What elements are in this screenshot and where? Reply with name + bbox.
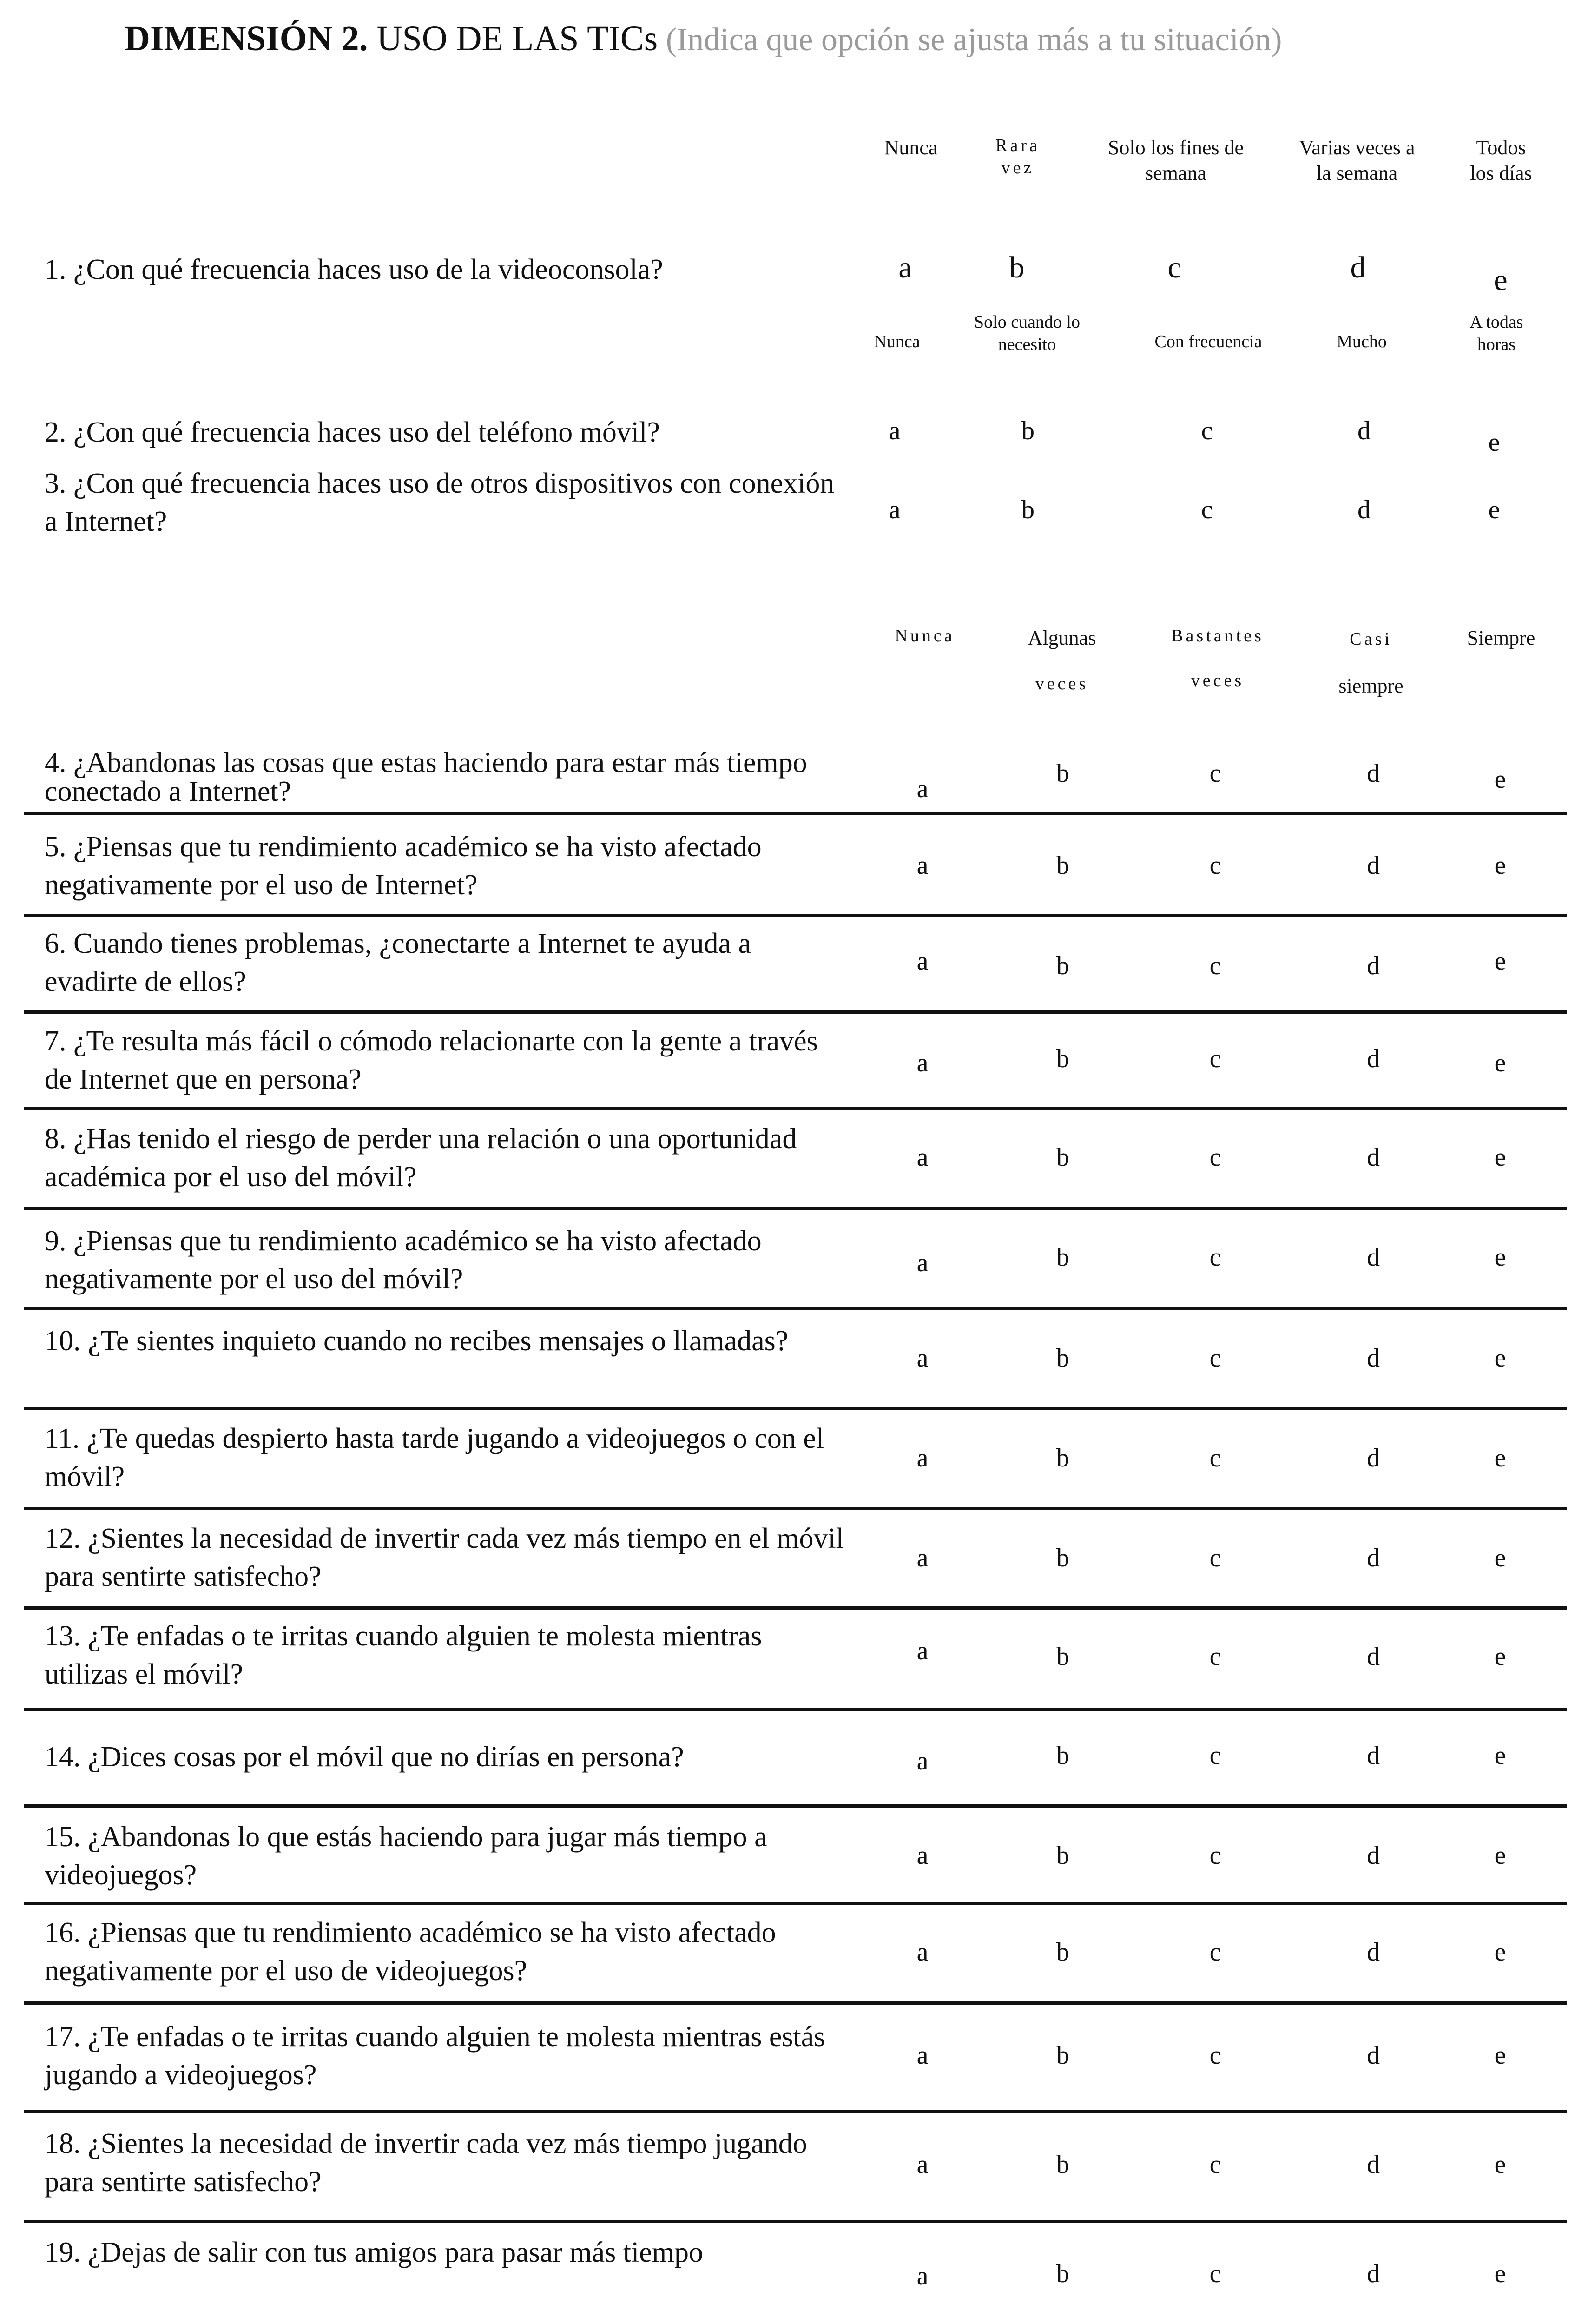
option-d[interactable]: d: [1367, 1044, 1380, 1073]
option-a[interactable]: a: [916, 1938, 929, 1967]
option-e[interactable]: e: [1494, 1243, 1506, 1272]
option-e[interactable]: e: [1494, 263, 1508, 297]
title-dimension: DIMENSIÓN 2.: [125, 19, 368, 58]
option-a[interactable]: a: [916, 947, 929, 976]
option-d[interactable]: d: [1367, 951, 1380, 980]
option-e[interactable]: e: [1494, 2041, 1506, 2070]
option-c[interactable]: c: [1209, 1044, 1221, 1073]
question-3: 3. ¿Con qué frecuencia haces uso de otros dispositivos con conexión a Internet?: [45, 468, 835, 537]
row-divider: [24, 812, 1567, 815]
question-11: 11. ¿Te quedas despierto hasta tarde jugando a videojuegos o con el móvil?: [45, 1423, 824, 1492]
option-a[interactable]: a: [916, 1637, 929, 1665]
question-5: 5. ¿Piensas que tu rendimiento académico se ha visto afectado negativamente por el uso de Internet?: [45, 831, 762, 901]
scale2-header-b: Solo cuando lo necesito: [974, 312, 1080, 354]
option-d[interactable]: d: [1367, 2041, 1380, 2070]
option-b[interactable]: b: [1056, 1544, 1069, 1572]
row-divider: [24, 1708, 1567, 1711]
option-a[interactable]: a: [916, 2150, 929, 2179]
option-b[interactable]: b: [1056, 1044, 1069, 1073]
option-e[interactable]: e: [1494, 1049, 1506, 1077]
question-8: 8. ¿Has tenido el riesgo de perder una relación o una oportunidad académica por el uso del móvil?: [45, 1123, 797, 1193]
option-c[interactable]: c: [1209, 1143, 1221, 1172]
option-a[interactable]: a: [898, 251, 912, 284]
option-c[interactable]: c: [1209, 1243, 1221, 1272]
option-e[interactable]: e: [1494, 1344, 1506, 1373]
option-a[interactable]: a: [916, 851, 929, 880]
option-b[interactable]: b: [1056, 1444, 1069, 1472]
option-d[interactable]: d: [1367, 1243, 1380, 1272]
scale3-header-d: Casi siempre: [1338, 629, 1404, 697]
option-c[interactable]: c: [1209, 851, 1221, 880]
option-d[interactable]: d: [1350, 251, 1366, 284]
option-b[interactable]: b: [1056, 1344, 1069, 1373]
option-c[interactable]: c: [1209, 2150, 1221, 2179]
question-6: 6. Cuando tienes problemas, ¿conectarte a Internet te ayuda a evadirte de ellos?: [45, 928, 751, 997]
option-d[interactable]: d: [1367, 1642, 1380, 1671]
option-e[interactable]: e: [1494, 1143, 1506, 1172]
question-17: 17. ¿Te enfadas o te irritas cuando alguien te molesta mientras estás jugando a videojuegos?: [45, 2021, 825, 2091]
question-7: 7. ¿Te resulta más fácil o cómodo relacionarte con la gente a través de Internet que en persona?: [45, 1025, 818, 1095]
scale2-header-a: Nunca: [874, 332, 920, 351]
question-18: 18. ¿Sientes la necesidad de invertir cada vez más tiempo jugando para sentirte satisfecho?: [45, 2128, 807, 2198]
scale1-header-b: Rara vez: [995, 136, 1040, 178]
option-c[interactable]: c: [1209, 2041, 1221, 2070]
option-c[interactable]: c: [1209, 1444, 1221, 1472]
option-c[interactable]: c: [1209, 2259, 1221, 2288]
option-e[interactable]: e: [1494, 1444, 1506, 1472]
row-divider: [24, 1507, 1567, 1510]
row-divider: [24, 2110, 1567, 2113]
scale1-header-d: Varias veces a la semana: [1299, 136, 1415, 185]
option-c[interactable]: c: [1201, 495, 1213, 524]
row-divider: [24, 1902, 1567, 1905]
row-divider: [24, 914, 1567, 917]
scale2-header-c: Con frecuencia: [1154, 332, 1262, 351]
option-d[interactable]: d: [1367, 1741, 1380, 1770]
option-e[interactable]: e: [1488, 428, 1500, 457]
row-divider: [24, 1407, 1567, 1410]
question-15: 15. ¿Abandonas lo que estás haciendo para jugar más tiempo a videojuegos?: [45, 1821, 767, 1891]
option-b[interactable]: b: [1009, 251, 1025, 284]
title-hint: (Indica que opción se ajusta más a tu situación): [658, 22, 1282, 58]
option-a[interactable]: a: [916, 1747, 929, 1776]
option-d[interactable]: d: [1367, 1938, 1380, 1967]
question-14: 14. ¿Dices cosas por el móvil que no dirías en persona?: [45, 1741, 684, 1773]
option-c[interactable]: c: [1167, 251, 1181, 284]
option-b[interactable]: b: [1056, 1642, 1069, 1671]
option-e[interactable]: e: [1488, 495, 1500, 524]
option-c[interactable]: c: [1209, 1741, 1221, 1770]
option-d[interactable]: d: [1367, 2150, 1380, 2179]
option-c[interactable]: c: [1209, 1544, 1221, 1572]
option-e[interactable]: e: [1494, 1642, 1506, 1671]
question-12: 12. ¿Sientes la necesidad de invertir cada vez más tiempo en el móvil para sentirte satisfecho?: [45, 1523, 844, 1592]
option-a[interactable]: a: [916, 1344, 929, 1373]
option-a[interactable]: a: [916, 774, 929, 803]
option-a[interactable]: a: [916, 1049, 929, 1077]
option-b[interactable]: b: [1056, 2150, 1069, 2179]
row-divider: [24, 1107, 1567, 1110]
question-9: 9. ¿Piensas que tu rendimiento académico se ha visto afectado negativamente por el uso del móvil?: [45, 1225, 762, 1295]
question-4: 4. ¿Abandonas las cosas que estas haciendo para estar más tiempo conectado a Internet?: [45, 747, 807, 807]
option-c[interactable]: c: [1201, 416, 1213, 445]
option-d[interactable]: d: [1367, 759, 1380, 788]
option-d[interactable]: d: [1367, 1143, 1380, 1172]
option-b[interactable]: b: [1056, 1243, 1069, 1272]
option-b[interactable]: b: [1056, 1841, 1069, 1870]
option-d[interactable]: d: [1367, 2259, 1380, 2288]
option-c[interactable]: c: [1209, 759, 1221, 788]
scale2-header-e: A todas horas: [1469, 312, 1523, 354]
option-e[interactable]: e: [1494, 765, 1506, 794]
row-divider: [24, 1804, 1567, 1808]
row-divider: [24, 1207, 1567, 1210]
option-b[interactable]: b: [1056, 851, 1069, 880]
scale3-header-e: Siempre: [1467, 627, 1535, 649]
question-1: 1. ¿Con qué frecuencia haces uso de la videoconsola?: [45, 254, 663, 285]
option-b[interactable]: b: [1056, 2259, 1069, 2288]
row-divider: [24, 1010, 1567, 1014]
question-10: 10. ¿Te sientes inquieto cuando no recibes mensajes o llamadas?: [45, 1325, 789, 1357]
option-d[interactable]: d: [1357, 416, 1371, 445]
option-a[interactable]: a: [916, 2262, 929, 2291]
question-2: 2. ¿Con qué frecuencia haces uso del teléfono móvil?: [45, 416, 660, 448]
option-b[interactable]: b: [1056, 2041, 1069, 2070]
question-13: 13. ¿Te enfadas o te irritas cuando alguien te molesta mientras utilizas el móvil?: [45, 1620, 762, 1690]
option-a[interactable]: a: [916, 1544, 929, 1572]
option-a[interactable]: a: [889, 416, 901, 445]
option-b[interactable]: b: [1056, 1938, 1069, 1967]
option-c[interactable]: c: [1209, 1642, 1221, 1671]
option-d[interactable]: d: [1367, 1544, 1380, 1572]
option-b[interactable]: b: [1056, 759, 1069, 788]
option-e[interactable]: e: [1494, 947, 1506, 976]
option-a[interactable]: a: [916, 1143, 929, 1172]
question-16: 16. ¿Piensas que tu rendimiento académico se ha visto afectado negativamente por el uso de videojuegos?: [45, 1917, 776, 1987]
row-divider: [24, 2220, 1567, 2223]
option-e[interactable]: e: [1494, 2259, 1506, 2288]
row-divider: [24, 1606, 1567, 1610]
scale1-header-c: Solo los fines de semana: [1107, 136, 1244, 185]
option-b[interactable]: b: [1056, 1741, 1069, 1770]
question-19: 19. ¿Dejas de salir con tus amigos para pasar más tiempo: [45, 2237, 703, 2268]
option-c[interactable]: c: [1209, 1344, 1221, 1373]
scale1-header-a: Nunca: [884, 136, 938, 159]
row-divider: [24, 1307, 1567, 1310]
option-a[interactable]: a: [889, 495, 901, 524]
scale3-header-a: Nunca: [895, 626, 955, 646]
option-d[interactable]: d: [1367, 1841, 1380, 1870]
title-main: USO DE LAS TICs: [368, 19, 658, 58]
option-d[interactable]: d: [1367, 1444, 1380, 1472]
scale2-header-d: Mucho: [1337, 332, 1387, 351]
row-divider: [24, 2001, 1567, 2005]
option-b[interactable]: b: [1056, 1143, 1069, 1172]
option-d[interactable]: d: [1367, 851, 1380, 880]
scale1-header-e: Todos los días: [1470, 136, 1532, 185]
option-e[interactable]: e: [1494, 1841, 1506, 1870]
option-e[interactable]: e: [1494, 2150, 1506, 2179]
option-e[interactable]: e: [1494, 851, 1506, 880]
option-a[interactable]: a: [916, 1444, 929, 1472]
option-a[interactable]: a: [916, 1248, 929, 1277]
option-c[interactable]: c: [1209, 951, 1221, 980]
option-c[interactable]: c: [1209, 1938, 1221, 1967]
option-e[interactable]: e: [1494, 1938, 1506, 1967]
page-title: [125, 19, 1282, 59]
option-a[interactable]: a: [916, 1841, 929, 1870]
option-c[interactable]: c: [1209, 1841, 1221, 1870]
option-e[interactable]: e: [1494, 1544, 1506, 1572]
option-d[interactable]: d: [1357, 495, 1371, 524]
scale3-header-b: Algunas veces: [1028, 627, 1096, 693]
option-b[interactable]: b: [1056, 951, 1069, 980]
option-e[interactable]: e: [1494, 1741, 1506, 1770]
option-d[interactable]: d: [1367, 1344, 1380, 1373]
scale3-header-c: Bastantes veces: [1171, 626, 1264, 690]
option-b[interactable]: b: [1021, 416, 1035, 445]
option-a[interactable]: a: [916, 2041, 929, 2070]
option-b[interactable]: b: [1021, 495, 1035, 524]
